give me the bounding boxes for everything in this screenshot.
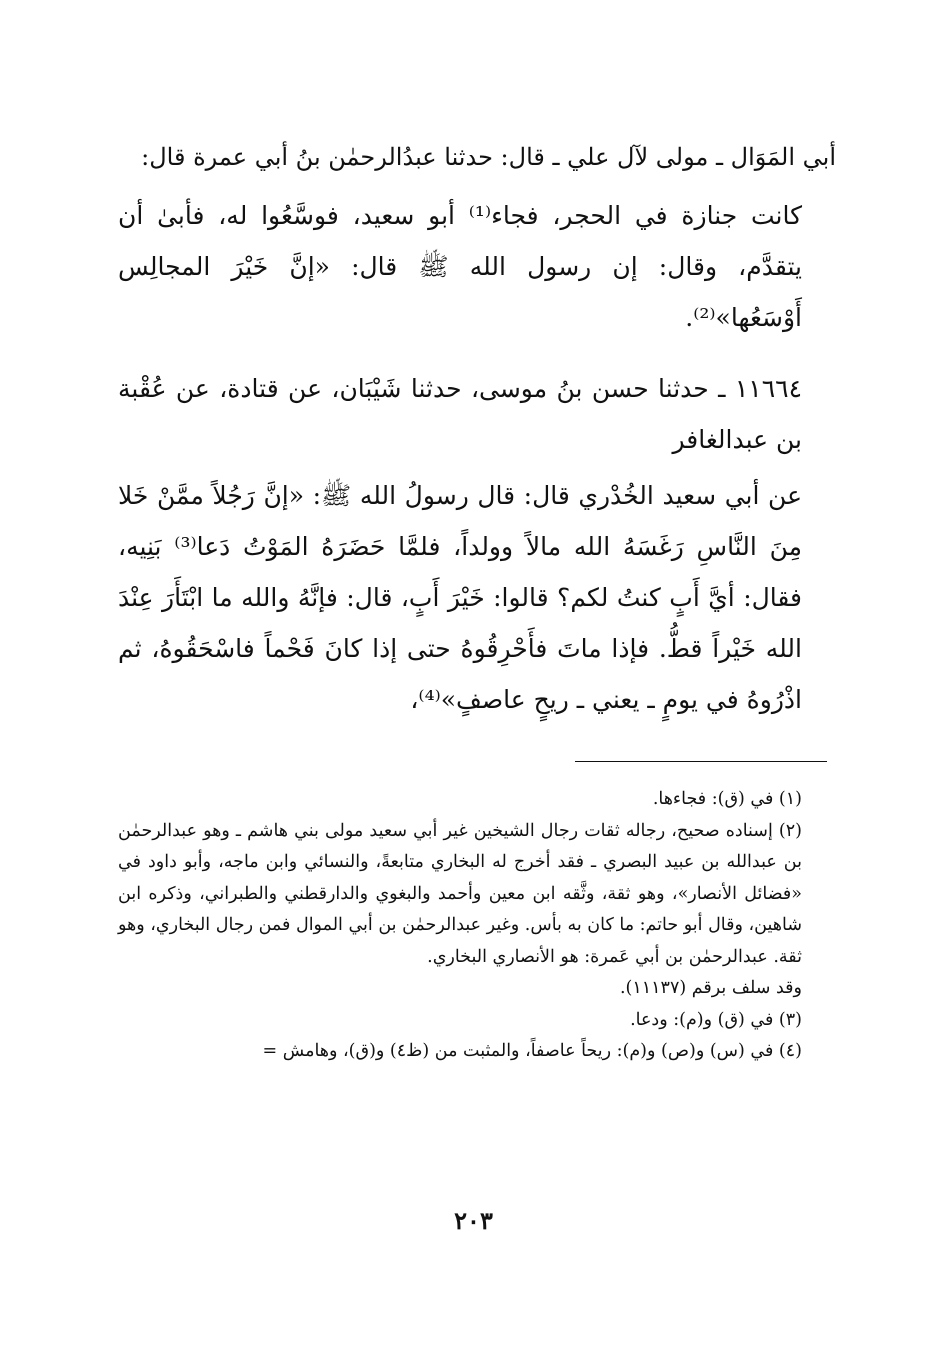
footnotes-section xyxy=(118,784,836,1068)
hadith-number-chain: ١١٦٦٤ ـ حدثنا حسن بنُ موسى، حدثنا شَيْبَان، عن قتادة، عن عُقْبة بن عبدالغافر xyxy=(118,374,802,454)
footnote-4: (٤) في (س) و(ص) و(م): ريحاً عاصفاً، والمثبت من (ظ٤) و(ق)، وهامش = xyxy=(262,1041,802,1061)
main-paragraph-2 xyxy=(118,470,836,725)
main-paragraph-1 xyxy=(118,190,836,343)
footnote-divider xyxy=(575,761,827,762)
footnote-3: (٣) في (ق) و(م): ودعا. xyxy=(630,1009,802,1030)
footnote-2: (٢) إسناده صحيح، رجاله ثقات رجال الشيخين غير أبي سعيد مولى بني هاشم ـ وهو عبدالرحمٰن بن عبدالله بن عبيد البصري ـ فقد أخرج له البخاري متابعةً، والنسائي وابن ماجه، وأبو داود في «فضائل الأنصار»، وهو ثقة، وثَّقه ابن معين وأحمد والبغوي والدارقطني والطبراني، وذكره ابن شاهين، وقال أبو حاتم: ما كان به بأس. وغير عبدالرحمٰن بن أبي الموال فمن رجال البخاري، وهو ثقة. عبدالرحمٰن بن أبي عَمرة: هو الأنصاري البخاري. xyxy=(117,820,802,967)
hadith-chain-header xyxy=(118,363,836,465)
hadith-text-1: كانت جنازة في الحجر، فجاء⁽¹⁾ أبو سعيد، فوسَّعُوا له، فأبىٰ أن يتقدَّم، وقال: إن رسول الله ﷺ قال: «إنَّ خَيْرَ المجالِس أَوْسَعُها»⁽²⁾. xyxy=(118,201,802,332)
page-number: ٢٠٣ xyxy=(454,1206,493,1235)
chain-continuation-line: أبي المَوَال ـ مولى لآل علي ـ قال: حدثنا عبدُالرحمٰن بنُ أبي عمرة قال: xyxy=(141,143,836,171)
footnote-1: (١) في (ق): فجاءها. xyxy=(652,789,802,809)
hadith-text-2: عن أبي سعيد الخُدْري قال: قال رسولُ الله ﷺ: «إنَّ رَجُلاً ممَّنْ خَلا مِنَ النَّاسِ رَغَسَهُ الله مالاً وولداً، فلمَّا حَضَرَهُ المَوْتُ دَعا⁽³⁾ بَنِيه، فقال: أيَّ أَبٍ كنتُ لكم؟ قالوا: خَيْرَ أَبٍ، قال: فإنَّهُ والله ما ابْتَأَرَ عِنْدَ الله خَيْراً قطُّ. فإذا ماتَ فأَحْرِقُوهُ حتى إذا كانَ فَحْماً فاسْحَقُوهُ، ثم اذْرُوهُ في يومٍ ـ يعني ـ ريحٍ عاصفٍ»⁽⁴⁾، xyxy=(118,481,802,714)
main-text-continuation xyxy=(118,132,836,183)
footnote-2-continuation: وقد سلف برقم (١١١٣٧). xyxy=(619,978,802,998)
